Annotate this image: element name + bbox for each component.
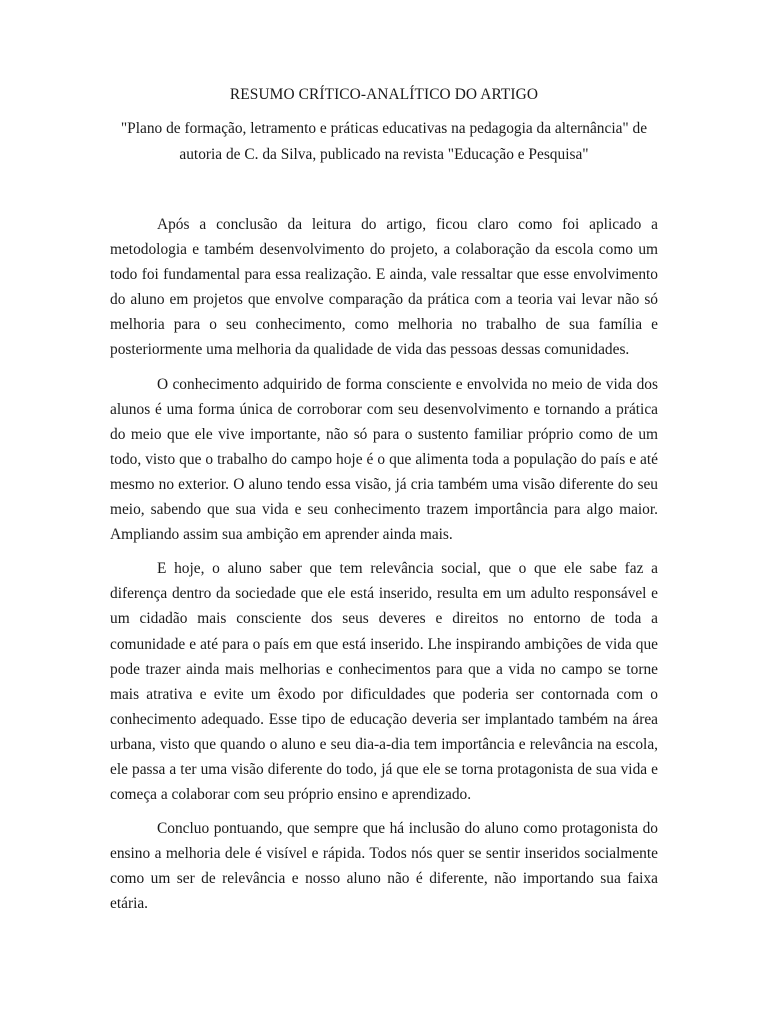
body-paragraph: E hoje, o aluno saber que tem relevância social, que o que ele sabe faz a diferença dentro da sociedade que ele está inserido, resulta em um adulto responsável e um cidadão mais consciente dos seus deveres e direitos no entorno de toda a comunidade e até para o país em que está inserido. Lhe inspirando ambições de vida que pode trazer ainda mais melhorias e conhecimentos para que a vida no campo se torne mais atrativa e evite um êxodo por dificuldades que poderia ser contornada com o conhecimento adequado. Esse tipo de educação deveria ser implantado também na área urbana, visto que quando o aluno e seu dia-a-dia tem importância e relevância na escola, ele passa a ter uma visão diferente do todo, já que ele se torna protagonista de sua vida e começa a colaborar com seu próprio ensino e aprendizado. bbox=[110, 560, 658, 804]
body-paragraph: O conhecimento adquirido de forma consciente e envolvida no meio de vida dos alunos é uma forma única de corroborar com seu desenvolvimento e tornando a prática do meio que ele vive importante, não só para o sustento familiar próprio como de um todo, visto que o trabalho do campo hoje é o que alimenta toda a população do país e até mesmo no exterior. O aluno tendo essa visão, já cria também uma visão diferente do seu meio, sabendo que sua vida e seu conhecimento trazem importância para algo maior. Ampliando assim sua ambição em aprender ainda mais. bbox=[110, 375, 658, 544]
body-paragraph: Após a conclusão da leitura do artigo, ficou claro como foi aplicado a metodologia e também desenvolvimento do projeto, a colaboração da escola como um todo foi fundamental para essa realização. E ainda, vale ressaltar que esse envolvimento do aluno em projetos que envolve comparação da prática com a teoria vai levar não só melhoria para o seu conhecimento, como melhoria no trabalho de sua família e posteriormente uma melhoria da qualidade de vida das pessoas dessas comunidades. bbox=[110, 216, 658, 359]
document-title: RESUMO CRÍTICO-ANALÍTICO DO ARTIGO bbox=[229, 86, 539, 103]
body-paragraph: Concluo pontuando, que sempre que há inclusão do aluno como protagonista do ensino a melhoria dele é visível e rápida. Todos nós quer se sentir inseridos socialmente como um ser de relevância e nosso aluno não é diferente, não importando sua faixa etária. bbox=[110, 820, 658, 913]
document-subtitle: "Plano de formação, letramento e práticas educativas na pedagogia da alternância" de autoria de C. da Silva, publicado na revista "Educação e Pesquisa" bbox=[120, 120, 648, 163]
document-body bbox=[110, 212, 658, 917]
